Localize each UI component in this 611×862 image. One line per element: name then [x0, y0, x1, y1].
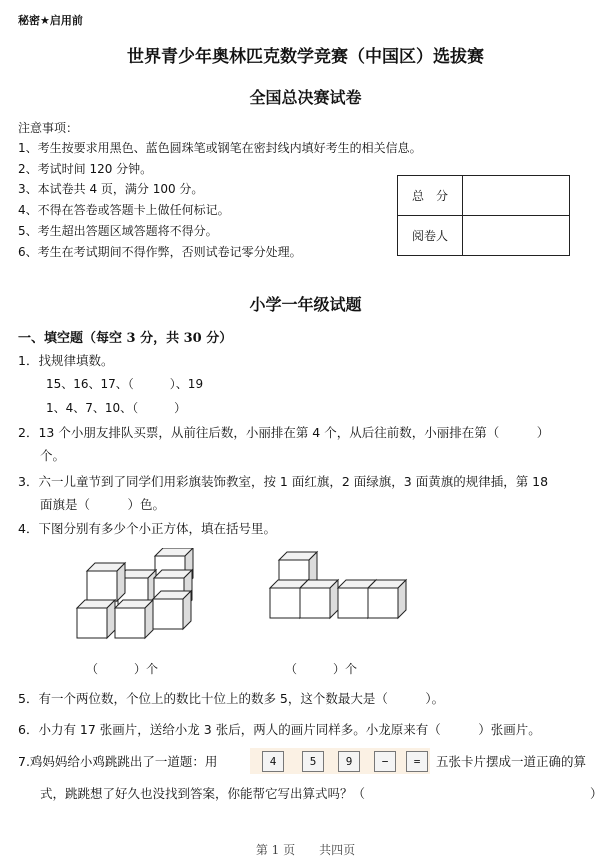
card-9[interactable]: 9 — [338, 751, 360, 772]
exam-title: 世界青少年奥林匹克数学竞赛（中国区）选拔赛 — [127, 47, 484, 67]
cube-figure-left — [77, 548, 193, 638]
secret-label: 秘密★启用前 — [18, 14, 83, 27]
grader-label: 阅卷人 — [398, 216, 463, 256]
question-3-line-2: 面旗是（ ）色。 — [40, 497, 166, 512]
note-item: 6、考生在考试期间不得作弊，否则试卷记零分处理。 — [18, 245, 302, 259]
number-cards — [250, 748, 430, 774]
exam-subtitle: 全国总决赛试卷 — [249, 88, 362, 107]
note-item: 4、不得在答卷或答题卡上做任何标记。 — [18, 203, 230, 217]
total-score-cell[interactable] — [463, 176, 570, 216]
note-item: 5、考生超出答题区域答题将不得分。 — [18, 224, 218, 238]
question-7-suffix: 五张卡片摆成一道正确的算 — [436, 754, 587, 769]
note-item: 2、考试时间 120 分钟。 — [18, 162, 153, 176]
card-equals[interactable]: = — [406, 751, 428, 772]
question-7-line-2: 式，跳跳想了好久也没找到答案，你能帮它写出算式吗？（ ） — [40, 786, 603, 801]
card-minus[interactable]: − — [374, 751, 396, 772]
notes-heading: 注意事项： — [18, 121, 79, 135]
note-item: 1、考生按要求用黑色、蓝色圆珠笔或钢笔在密封线内填好考生的相关信息。 — [18, 141, 422, 155]
score-table — [397, 175, 570, 256]
question-4: 4．下图分别有多少个小正方体，填在括号里。 — [18, 521, 276, 536]
question-1-line-2: 1、4、7、10、（ ） — [46, 401, 187, 415]
question-1-line-1: 15、16、17、（ ）、19 — [46, 377, 204, 391]
question-1: 1．找规律填数。 — [18, 353, 114, 368]
question-7: 7.鸡妈妈给小鸡跳跳出了一道题：用 — [18, 754, 218, 769]
total-score-label: 总 分 — [398, 176, 463, 216]
cube-figures — [60, 548, 420, 648]
grade-title: 小学一年级试题 — [249, 295, 362, 314]
question-2: 2．13 个小朋友排队买票，从前往后数，小丽排在第 4 个，从后往前数，小丽排在第（ ） — [18, 425, 550, 440]
question-2-line-2: 个。 — [40, 448, 66, 463]
question-4-answer-1[interactable]: （ ）个 — [86, 662, 159, 676]
card-5[interactable]: 5 — [302, 751, 324, 772]
page-footer: 第 1 页 共四页 — [255, 843, 356, 857]
section-heading: 一、填空题（每空 3 分，共 30 分） — [18, 331, 233, 346]
grader-cell[interactable] — [463, 216, 570, 256]
question-4-answer-2[interactable]: （ ）个 — [285, 662, 358, 676]
cube-figure-right — [270, 552, 406, 618]
card-4[interactable]: 4 — [262, 751, 284, 772]
question-6: 6．小力有 17 张画片，送给小龙 3 张后，两人的画片同样多。小龙原来有（ ）张画片。 — [18, 722, 541, 737]
note-item: 3、本试卷共 4 页，满分 100 分。 — [18, 182, 204, 196]
question-5: 5．有一个两位数，个位上的数比十位上的数多 5，这个数最大是（ ）。 — [18, 691, 445, 706]
question-3: 3．六一儿童节到了同学们用彩旗装饰教室，按 1 面红旗，2 面绿旗，3 面黄旗的规律插，第 18 — [18, 474, 549, 489]
